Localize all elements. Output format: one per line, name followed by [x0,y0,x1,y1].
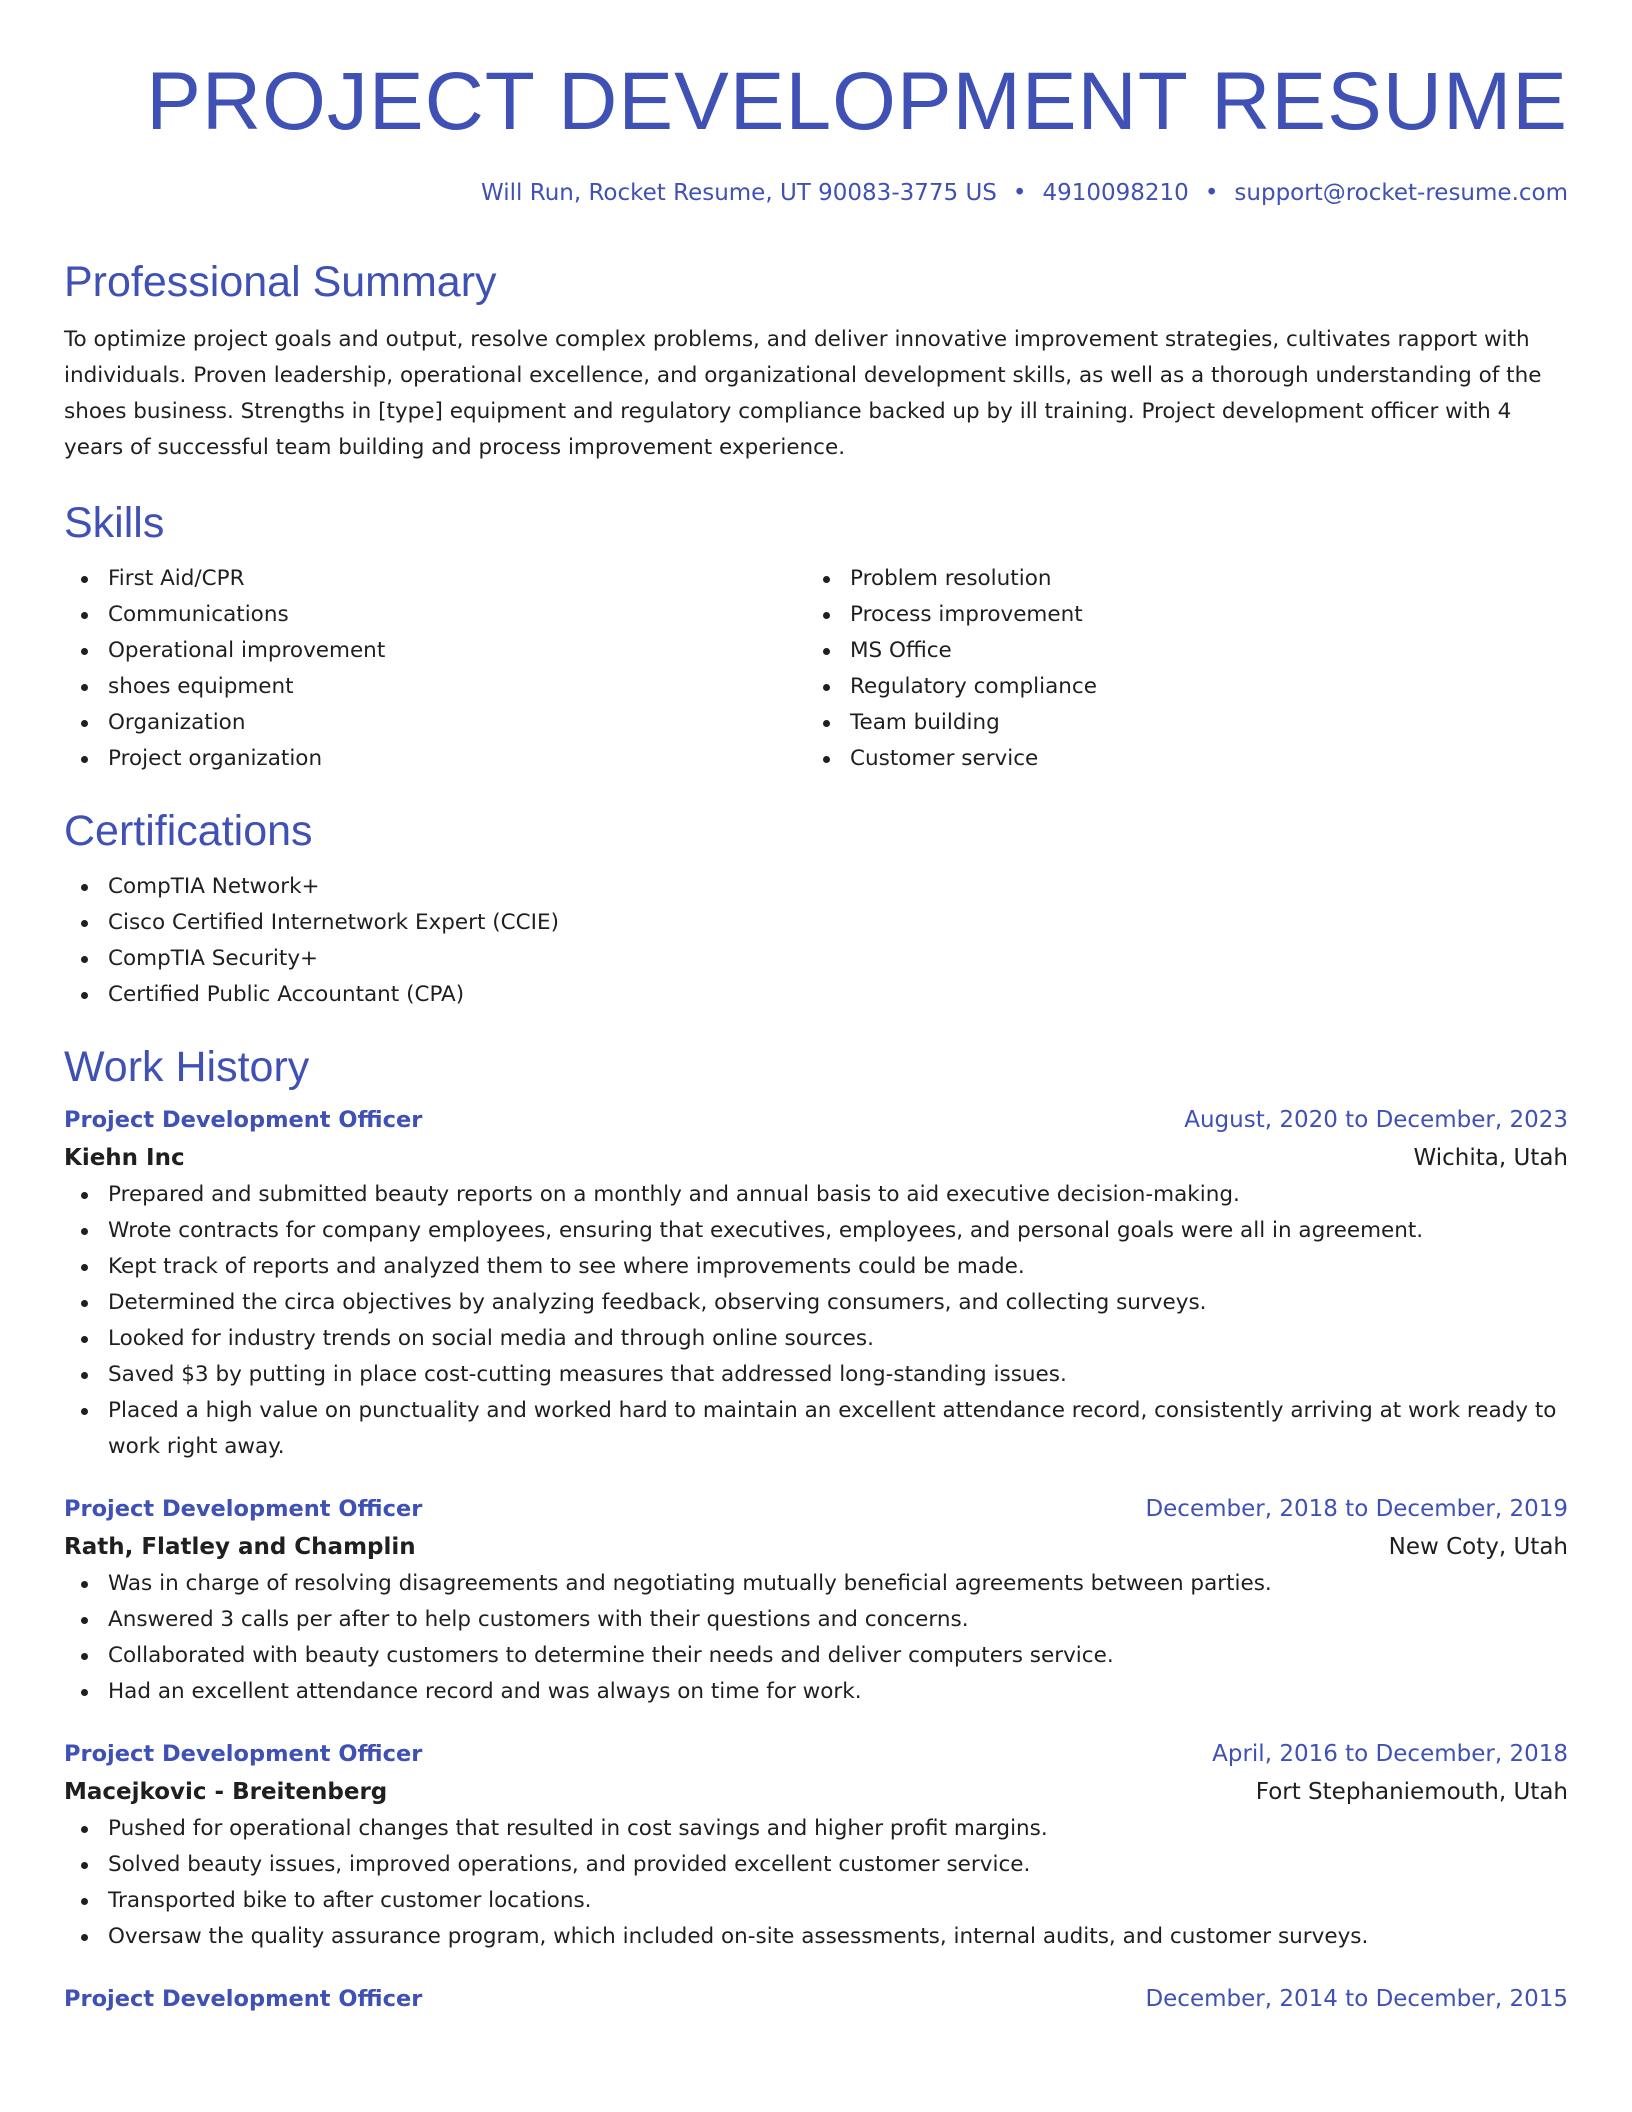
certification-item: CompTIA Security+ [64,941,1568,977]
job-bullet: Placed a high value on punctuality and worked hard to maintain an excellent attendance record, consistently arriving at work ready to work right away. [64,1393,1568,1465]
work-history-section [64,1041,1568,2018]
job-entry [64,1101,1568,1465]
skill-item: Customer service [806,741,1548,777]
job-entry [64,1980,1568,2018]
contact-email[interactable]: support@rocket-resume.com [1234,180,1568,206]
job-company-row [64,1773,1568,1811]
job-title: Project Development Officer [64,1107,423,1133]
skills-section [64,497,1568,777]
contact-line [64,178,1568,208]
summary-section [64,256,1568,466]
resume-title: PROJECT DEVELOPMENT RESUME [146,56,1568,147]
job-title: Project Development Officer [64,1741,423,1767]
job-dates: August, 2020 to December, 2023 [1184,1107,1568,1133]
job-location: New Coty, Utah [1388,1534,1568,1560]
job-bullet: Determined the circa objectives by analyzing feedback, observing consumers, and collecting surveys. [64,1285,1568,1321]
work-history-heading: Work History [64,1043,310,1091]
skill-item: MS Office [806,633,1548,669]
job-header-row [64,1490,1568,1528]
job-company-row [64,1139,1568,1177]
job-bullet: Collaborated with beauty customers to determine their needs and deliver computers service. [64,1638,1568,1674]
certifications-section [64,805,1568,1013]
summary-text: To optimize project goals and output, resolve complex problems, and deliver innovative improvement strategies, cultivates rapport with individuals. Proven leadership, operational excellence, and organizational development skills, as well as a thorough understanding of the shoes business. Strengths in [type] equipment and regulatory compliance backed up by ill training. Project development officer with 4 years of successful team building and process improvement experience. [64,327,1542,460]
job-bullet: Kept track of reports and analyzed them to see where improvements could be made. [64,1249,1568,1285]
contact-separator: • [1204,180,1219,206]
resume-page [64,0,1568,2018]
certification-item: Certified Public Accountant (CPA) [64,977,1568,1013]
job-bullet: Was in charge of resolving disagreements and negotiating mutually beneficial agreements between parties. [64,1566,1568,1602]
job-company: Kiehn Inc [64,1145,185,1171]
skill-item: Regulatory compliance [806,669,1548,705]
skill-item: Communications [64,597,806,633]
summary-heading: Professional Summary [64,258,497,306]
job-bullet: Prepared and submitted beauty reports on a monthly and annual basis to aid executive decision-making. [64,1177,1568,1213]
skill-item: Organization [64,705,806,741]
job-bullet: Transported bike to after customer locations. [64,1883,1568,1919]
job-bullet: Solved beauty issues, improved operations, and provided excellent customer service. [64,1847,1568,1883]
job-bullet: Saved $3 by putting in place cost-cutting measures that addressed long-standing issues. [64,1357,1568,1393]
job-company-row [64,1528,1568,1566]
job-header-row [64,1101,1568,1139]
job-company: Macejkovic - Breitenberg [64,1779,388,1805]
job-location: Fort Stephaniemouth, Utah [1255,1779,1568,1805]
certification-item: Cisco Certified Internetwork Expert (CCIE) [64,905,1568,941]
skill-item: First Aid/CPR [64,561,806,597]
job-header-row [64,1980,1568,2018]
job-header-row [64,1735,1568,1773]
skill-item: Process improvement [806,597,1548,633]
job-bullets [64,1177,1568,1465]
resume-header [64,0,1568,208]
job-company: Rath, Flatley and Champlin [64,1534,416,1560]
contact-address: Will Run, Rocket Resume, UT 90083-3775 US [481,180,997,206]
job-entry [64,1735,1568,1955]
certifications-heading: Certifications [64,807,313,855]
certification-item: CompTIA Network+ [64,869,1568,905]
job-location: Wichita, Utah [1413,1145,1568,1171]
skills-grid [64,561,1568,777]
skill-item: shoes equipment [64,669,806,705]
job-dates: December, 2018 to December, 2019 [1145,1496,1568,1522]
job-bullets [64,1811,1568,1955]
job-dates: December, 2014 to December, 2015 [1145,1986,1568,2012]
skill-item: Team building [806,705,1548,741]
skills-heading: Skills [64,499,165,547]
job-bullet: Wrote contracts for company employees, ensuring that executives, employees, and personal goals were all in agreement. [64,1213,1568,1249]
skill-item: Project organization [64,741,806,777]
job-bullet: Had an excellent attendance record and was always on time for work. [64,1674,1568,1710]
job-bullet: Oversaw the quality assurance program, which included on-site assessments, internal audits, and customer surveys. [64,1919,1568,1955]
skill-item: Operational improvement [64,633,806,669]
job-title: Project Development Officer [64,1986,423,2012]
job-bullets [64,1566,1568,1710]
skills-left-list [64,561,806,777]
skill-item: Problem resolution [806,561,1548,597]
job-bullet: Pushed for operational changes that resulted in cost savings and higher profit margins. [64,1811,1568,1847]
job-bullet: Looked for industry trends on social media and through online sources. [64,1321,1568,1357]
contact-separator: • [1012,180,1027,206]
skills-right-list [806,561,1548,777]
job-entry [64,1490,1568,1710]
job-bullet: Answered 3 calls per after to help customers with their questions and concerns. [64,1602,1568,1638]
job-title: Project Development Officer [64,1496,423,1522]
jobs-list [64,1101,1568,2018]
contact-phone: 4910098210 [1042,180,1189,206]
certifications-list [64,869,1568,1013]
job-dates: April, 2016 to December, 2018 [1212,1741,1568,1767]
